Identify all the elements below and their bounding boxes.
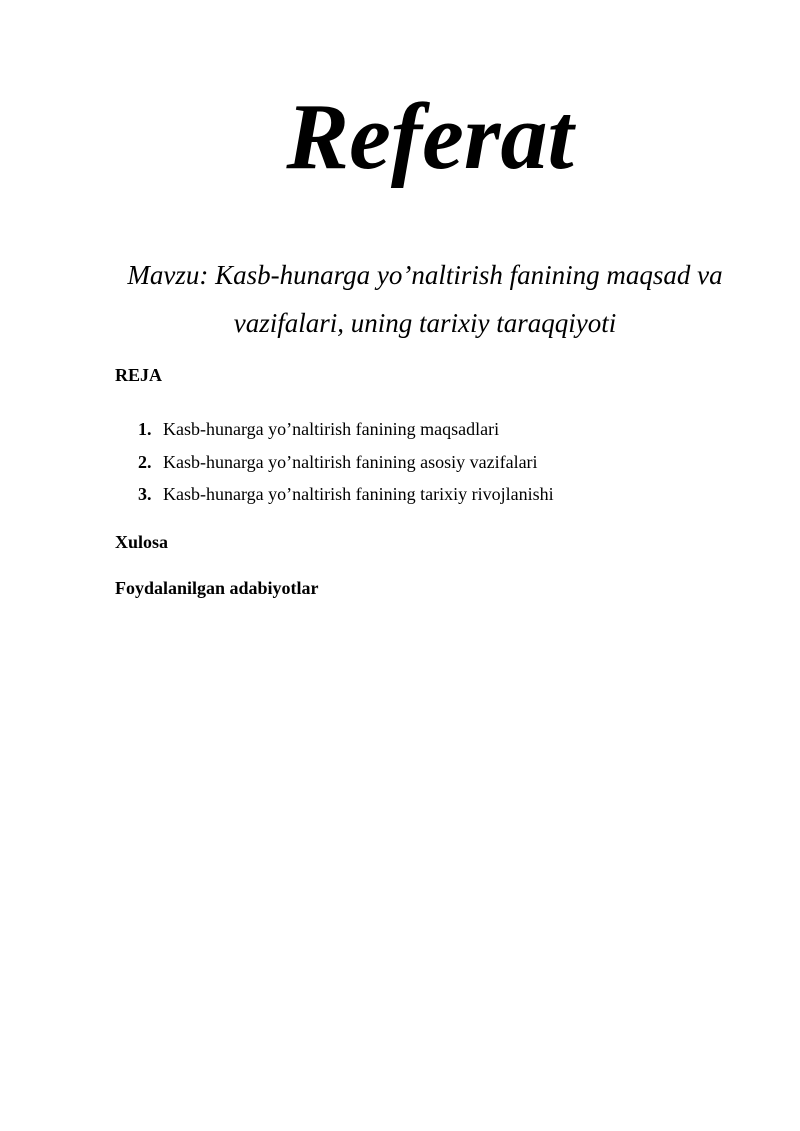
plan-item-text: Kasb-hunarga yo’naltirish fanining tarixiy rivojlanishi bbox=[163, 484, 554, 504]
conclusion-heading: Xulosa bbox=[115, 532, 169, 552]
references-heading: Foydalanilgan adabiyotlar bbox=[115, 578, 319, 598]
plan-item bbox=[138, 478, 554, 511]
plan-item bbox=[138, 446, 554, 479]
document-title: Referat bbox=[286, 85, 574, 189]
plan-item-number: 2. bbox=[138, 451, 152, 472]
plan-list bbox=[138, 413, 554, 511]
plan-item-text: Kasb-hunarga yo’naltirish fanining asosiy vazifalari bbox=[163, 451, 538, 472]
plan-item-text: Kasb-hunarga yo’naltirish fanining maqsadlari bbox=[163, 419, 500, 439]
plan-item-number: 1. bbox=[138, 419, 152, 439]
plan-item bbox=[138, 413, 554, 446]
topic-heading: Mavzu: Kasb-hunarga yo’naltirish fanining maqsad va vazifalari, uning tarixiy taraqqiyoti bbox=[127, 260, 723, 338]
plan-heading: REJA bbox=[115, 365, 163, 385]
plan-item-number: 3. bbox=[138, 484, 152, 504]
